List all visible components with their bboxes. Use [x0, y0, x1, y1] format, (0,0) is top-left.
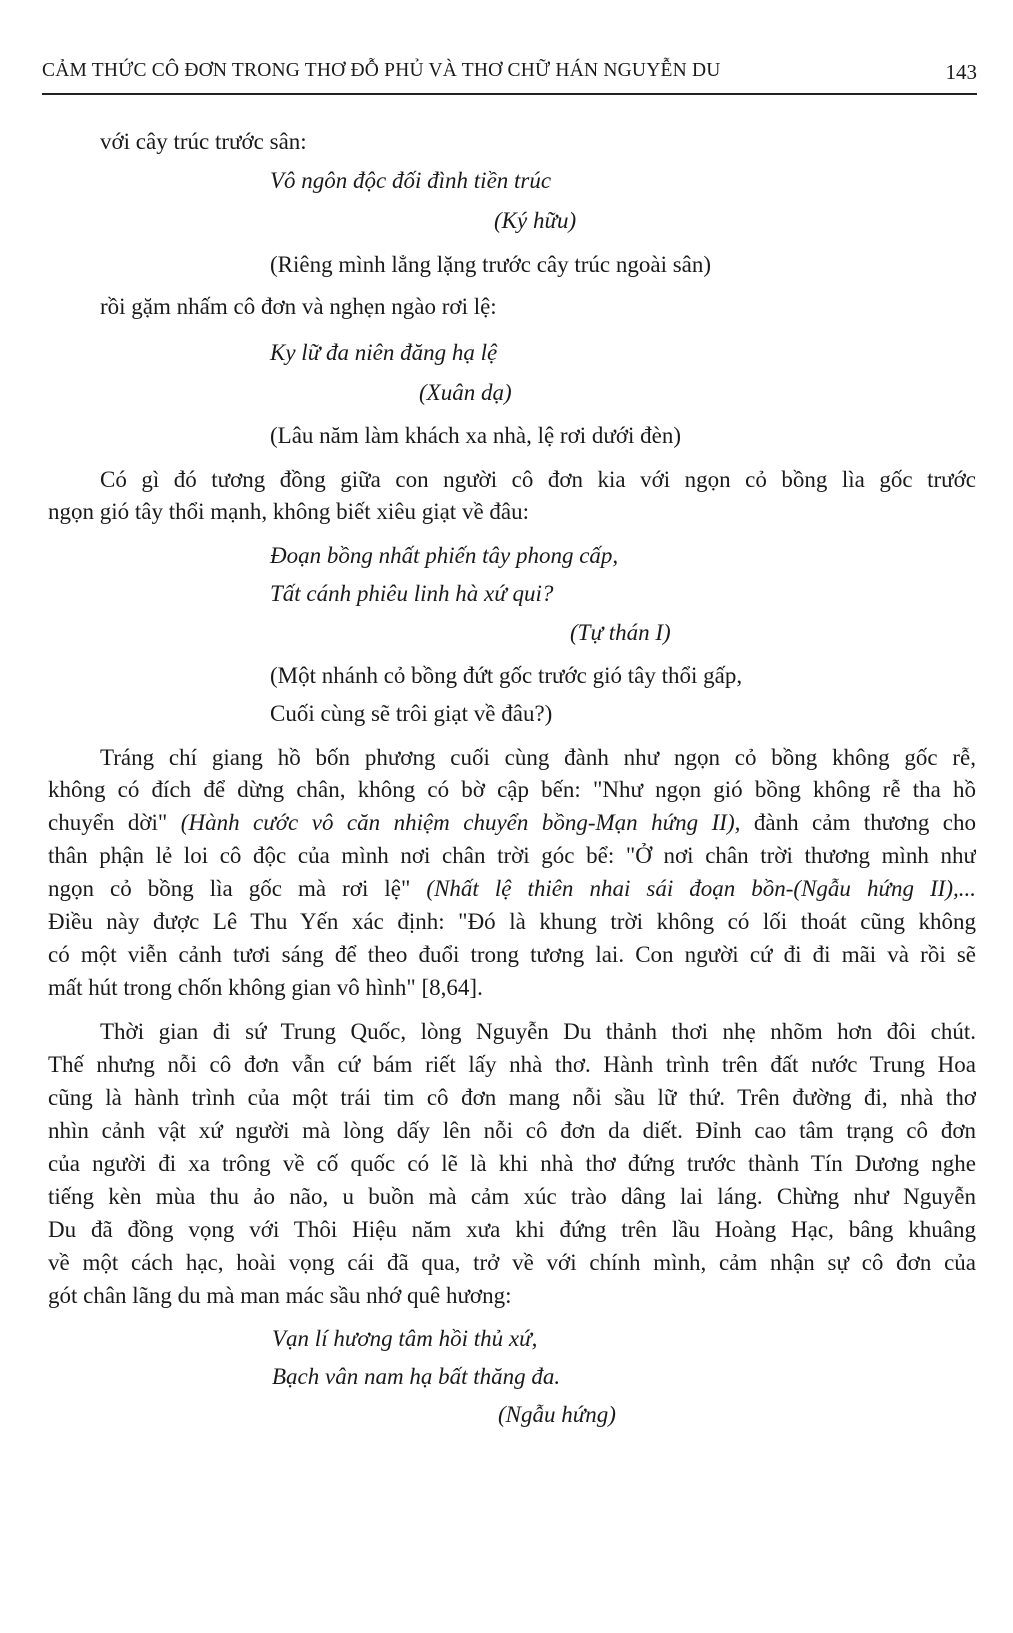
citation: (Nhất lệ thiên nhai sái đoạn bồn-(Ngẫu hứng II),...: [426, 876, 976, 901]
paragraph2-line: Tráng chí giang hồ bốn phương cuối cùng đành như ngọn cỏ bồng không gốc rễ,: [100, 745, 976, 770]
poem4-source: (Ngẫu hứng): [498, 1402, 616, 1427]
poem1-translation: (Riêng mình lẳng lặng trước cây trúc ngoài sân): [270, 252, 712, 277]
paragraph3-line: Thế nhưng nỗi cô đơn vẫn cứ bám riết lấy nhà thơ. Hành trình trên đất nước Trung Hoa: [48, 1052, 976, 1077]
paragraph2-line: [48, 874, 976, 904]
poem2-source: (Xuân dạ): [419, 380, 512, 405]
paragraph3-line: của người đi xa trông về cố quốc có lẽ là khi nhà thơ đứng trước thành Tín Dương nghe: [48, 1151, 976, 1176]
poem3-translation: Cuối cùng sẽ trôi giạt về đâu?): [270, 701, 553, 726]
paragraph2-line: Điều này được Lê Thu Yến xác định: "Đó là khung trời không có lối thoát cũng không: [48, 909, 976, 934]
paragraph3-line: gót chân lãng du mà man mác sầu nhớ quê hương:: [48, 1283, 512, 1308]
poem2-translation: (Lâu năm làm khách xa nhà, lệ rơi dưới đèn): [270, 423, 682, 448]
poem1-verse: Vô ngôn độc đối đình tiền trúc: [270, 168, 552, 193]
poem4-verse: Vạn lí hương tâm hồi thủ xứ,: [272, 1326, 538, 1351]
paragraph2-line: không có đích để dừng chân, không có bờ cập bến: "Như ngọn gió bồng không rễ tha hồ: [48, 777, 976, 802]
poem3-verse: Đoạn bồng nhất phiến tây phong cấp,: [270, 543, 619, 568]
paragraph3-line: về một cách hạc, hoài vọng cái đã qua, trở về với chính mình, cảm nhận sự cô đơn của: [48, 1250, 976, 1275]
poem3-source: (Tự thán I): [570, 620, 671, 645]
bridge-line: rồi gặm nhấm cô đơn và nghẹn ngào rơi lệ:: [100, 294, 497, 319]
page-number: 143: [945, 60, 977, 84]
poem2-verse: Ky lữ đa niên đăng hạ lệ: [270, 340, 498, 365]
paragraph1-line: ngọn gió tây thổi mạnh, không biết xiêu giạt về đâu:: [48, 499, 530, 524]
text-run: ngọn cỏ bồng lìa gốc mà rơi lệ": [48, 876, 427, 901]
paragraph2-line: có một viễn cảnh tươi sáng để theo đuổi trong tương lai. Con người cứ đi đi mãi và rồi sẽ: [48, 942, 976, 967]
poem3-translation: (Một nhánh cỏ bồng đứt gốc trước gió tây thổi gấp,: [270, 663, 743, 688]
paragraph3-line: cũng là hành trình của một trái tim cô đơn mang nỗi sầu lữ thứ. Trên đường đi, nhà thơ: [48, 1085, 976, 1110]
paragraph2-line: mất hút trong chốn không gian vô hình" [8,64].: [48, 975, 483, 1000]
poem1-source: (Ký hữu): [494, 208, 577, 233]
running-header: [42, 60, 977, 92]
paragraph2-line: [48, 808, 976, 838]
paragraph3-line: Thời gian đi sứ Trung Quốc, lòng Nguyễn Du thảnh thơi nhẹ nhõm hơn đôi chút.: [100, 1019, 976, 1044]
citation: (Hành cước vô căn nhiệm chuyển bồng-Mạn hứng II),: [180, 810, 741, 835]
poem4-verse: Bạch vân nam hạ bất thăng đa.: [272, 1364, 561, 1389]
poem3-verse: Tất cánh phiêu linh hà xứ qui?: [270, 581, 554, 606]
paragraph3-line: nhìn cảnh vật xứ người mà lòng dấy lên nỗi cô đơn da diết. Đỉnh cao tâm trạng cô đơn: [48, 1118, 976, 1143]
paragraph1-line: Có gì đó tương đồng giữa con người cô đơn kia với ngọn cỏ bồng lìa gốc trước: [100, 467, 976, 492]
intro-line: với cây trúc trước sân:: [100, 129, 307, 154]
text-run: đành cảm thương cho: [740, 810, 976, 835]
paragraph2-line: thân phận lẻ loi cô độc của mình nơi chân trời góc bể: "Ở nơi chân trời thương mình như: [48, 843, 976, 868]
header-rule: [42, 93, 977, 95]
header-title: CẢM THỨC CÔ ĐƠN TRONG THƠ ĐỖ PHỦ VÀ THƠ CHỮ HÁN NGUYỄN DU: [42, 60, 721, 81]
paragraph3-line: tiếng kèn mùa thu ảo não, u buồn mà cảm xúc trào dâng lai láng. Chừng như Nguyễn: [48, 1184, 976, 1209]
text-run: chuyển dời": [48, 810, 181, 835]
paragraph3-line: Du đã đồng vọng với Thôi Hiệu năm xưa khi đứng trên lầu Hoàng Hạc, bâng khuâng: [48, 1217, 976, 1242]
